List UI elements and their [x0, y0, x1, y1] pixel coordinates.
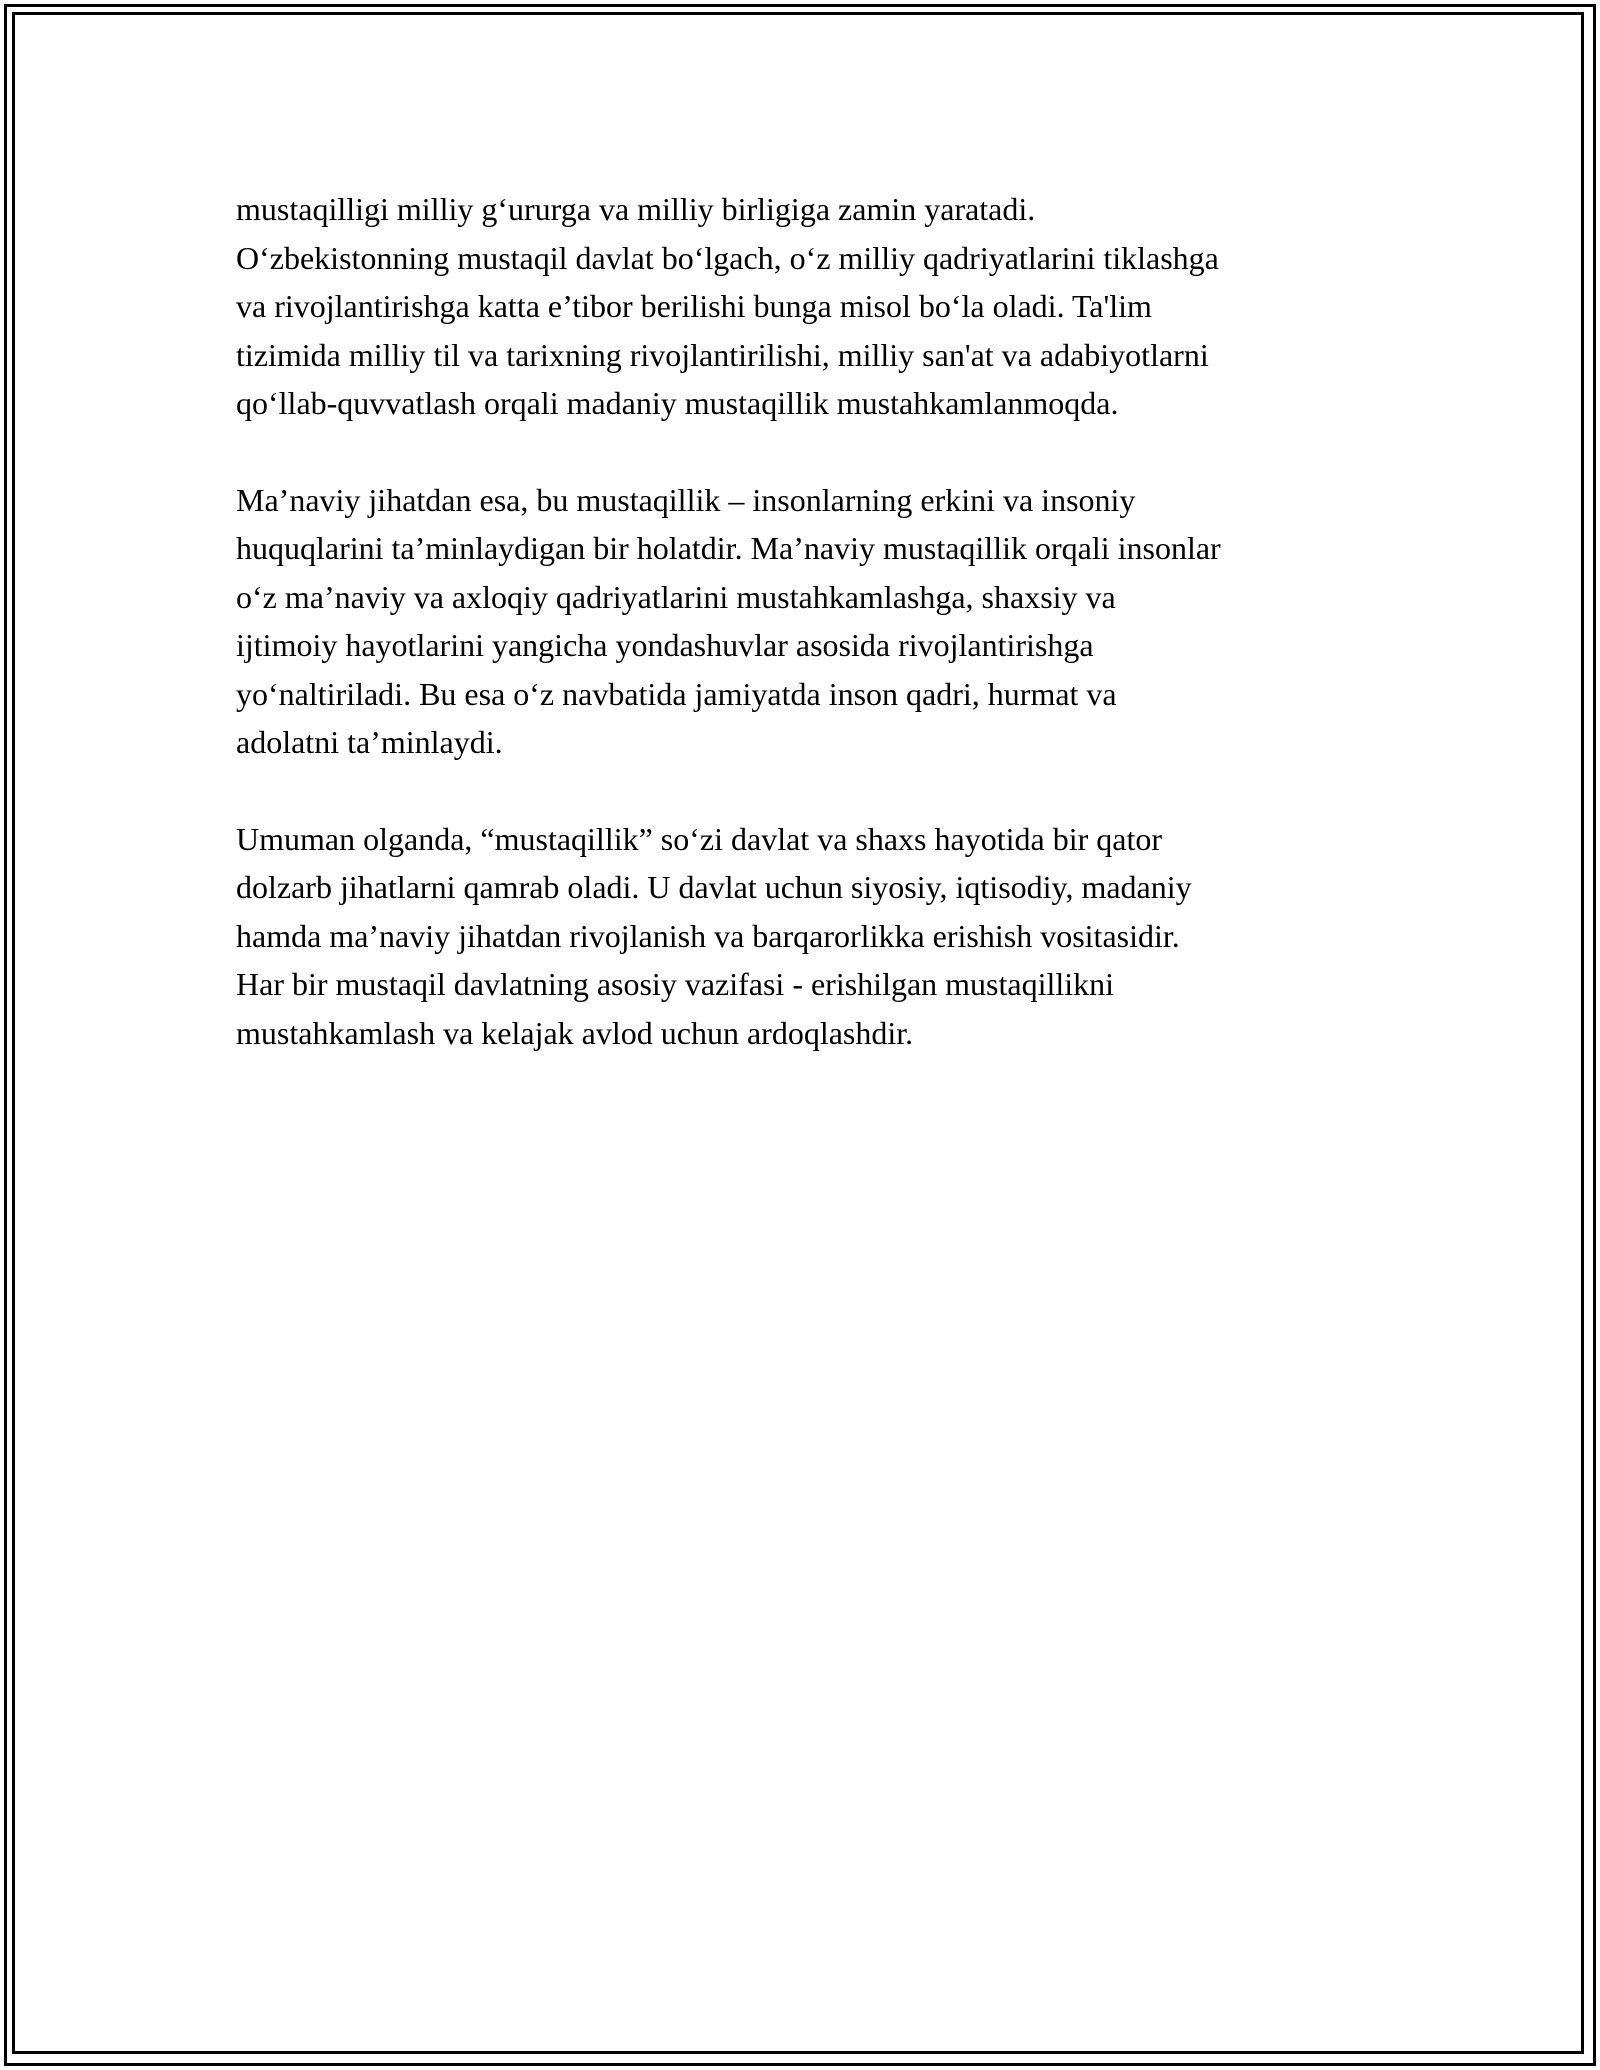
text-line: Umuman olganda, “mustaqillik” so‘zi davlat va shaxs hayotida bir qator [236, 820, 1162, 857]
text-line: ijtimoiy hayotlarini yangicha yondashuvlar asosida rivojlantirishga [236, 627, 1094, 663]
text-line: huquqlarini ta’minlaydigan bir holatdir. Ma’naviy mustaqillik orqali insonlar [236, 530, 1221, 566]
text-line: tizimida milliy til va tarixning rivojlantirilishi, milliy san'at va adabiyotlarni [236, 336, 1209, 373]
text-line: adolatni ta’minlaydi. [236, 724, 503, 760]
paragraph-3 [236, 815, 1386, 1058]
paragraph-2 [236, 476, 1386, 767]
text-line: va rivojlantirishga katta e’tibor berilishi bunga misol bo‘la oladi. Ta'lim [236, 288, 1152, 324]
text-line: hamda ma’naviy jihatdan rivojlanish va barqarorlikka erishish vositasidir. [236, 917, 1180, 954]
text-line: Ma’naviy jihatdan esa, bu mustaqillik – insonlarning erkini va insoniy [236, 481, 1136, 518]
text-line: qo‘llab-quvvatlash orqali madaniy mustaqillik mustahkamlanmoqda. [236, 385, 1119, 421]
text-line: dolzarb jihatlarni qamrab oladi. U davlat uchun siyosiy, iqtisodiy, madaniy [236, 869, 1192, 905]
text-line: yo‘naltiriladi. Bu esa o‘z navbatida jamiyatda inson qadri, hurmat va [236, 675, 1117, 712]
text-line: Har bir mustaqil davlatning asosiy vazifasi - erishilgan mustaqillikni [236, 966, 1115, 1002]
text-line: O‘zbekistonning mustaqil davlat bo‘lgach, o‘z milliy qadriyatlarini tiklashga [236, 239, 1219, 276]
text-line: mustahkamlash va kelajak avlod uchun ardoqlashdir. [236, 1014, 914, 1051]
text-line: mustaqilligi milliy g‘ururga va milliy birligiga zamin yaratadi. [236, 191, 1036, 227]
text-line: o‘z ma’naviy va axloqiy qadriyatlarini mustahkamlashga, shaxsiy va [236, 578, 1116, 615]
document-body [236, 185, 1386, 1105]
paragraph-1 [236, 185, 1386, 428]
